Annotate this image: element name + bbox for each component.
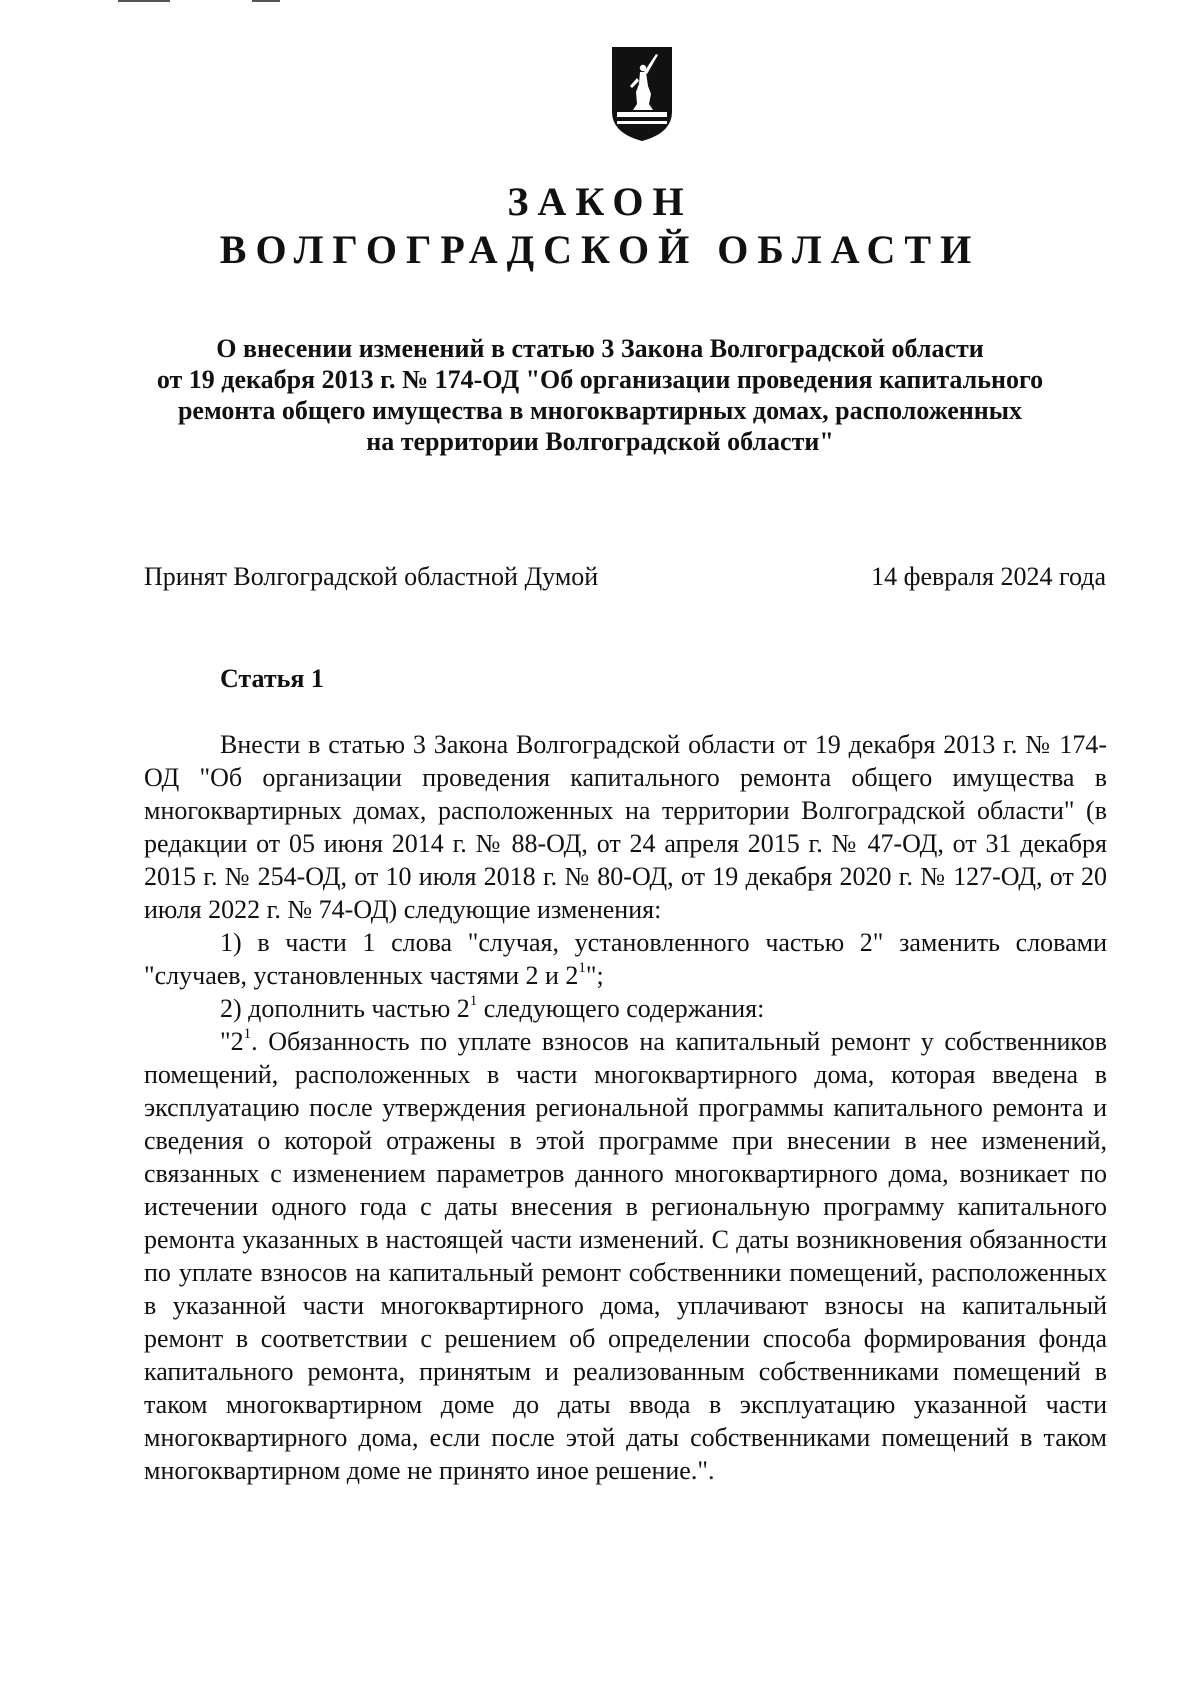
subject-line: ремонта общего имущества в многоквартирных домах, расположенных — [177, 396, 1023, 425]
subject-line: О внесении изменений в статью 3 Закона Волгоградской области — [216, 334, 984, 363]
subject-line: на территории Волгоградской области" — [366, 427, 834, 456]
adoption-label: Принят Волгоградской областной Думой — [144, 562, 599, 591]
amendment-quote: "$2^1$. Обязанность по уплате взносов на капитальный ремонт у собственников помещений, расположенных в части многоквартирного дома, которая введена в эксплуатацию после утверждения региональной программы капитального ремонта и сведения о которой отражены в этой программе при внесении в нее изменений, связанных с изменением параметров данного многоквартирного дома, возникает по истечении одного года с даты внесения в региональную программу капитального ремонта указанных в настоящей части изменений. С даты возникновения обязанности по уплате взносов на капитальный ремонт собственники помещений, расположенных в указанной части многоквартирного дома, уплачивают взносы на капитальный ремонт в соответствии с решением об определении способа формирования фонда капитального ремонта, принятым и реализованным собственниками помещений в таком многоквартирном доме до даты ввода в эксплуатацию указанной части многоквартирного дома, если после этой даты собственниками помещений в таком многоквартирном доме не принято иное решение.". — [144, 1026, 1107, 1485]
coat-of-arms-icon — [611, 46, 673, 142]
document-region: ВОЛГОГРАДСКОЙ ОБЛАСТИ — [219, 227, 981, 272]
scan-mark-right — [252, 0, 280, 2]
article-body — [144, 728, 1107, 1487]
amendment-item-2: 2) дополнить частью $2^1$ следующего содержания: — [220, 993, 765, 1023]
scan-mark-left — [118, 0, 170, 2]
document-subject — [140, 333, 1060, 457]
article-heading: Статья 1 — [220, 664, 324, 693]
amendment-item-1: 1) в части 1 слова "случая, установленного частью 2" заменить словами "случаев, установленных частями 2 и $2^1$"; — [144, 928, 1107, 990]
subject-line: от 19 декабря 2013 г. № 174-ОД "Об организации проведения капитального — [156, 365, 1044, 394]
adoption-date: 14 февраля 2024 года — [871, 562, 1106, 591]
article-intro: Внести в статью 3 Закона Волгоградской области от 19 декабря 2013 г. № 174-ОД "Об организации проведения капитального ремонта общего имущества в многоквартирных домах, расположенных на территории Волгоградской области" (в редакции от 05 июня 2014 г. № 88-ОД, от 24 апреля 2015 г. № 47-ОД, от 31 декабря 2015 г. № 254-ОД, от 10 июля 2018 г. № 80-ОД, от 19 декабря 2020 г. № 127-ОД, от 20 июля 2022 г. № 74-ОД) следующие изменения: — [144, 730, 1107, 924]
document-title: ЗАКОН — [507, 179, 693, 224]
